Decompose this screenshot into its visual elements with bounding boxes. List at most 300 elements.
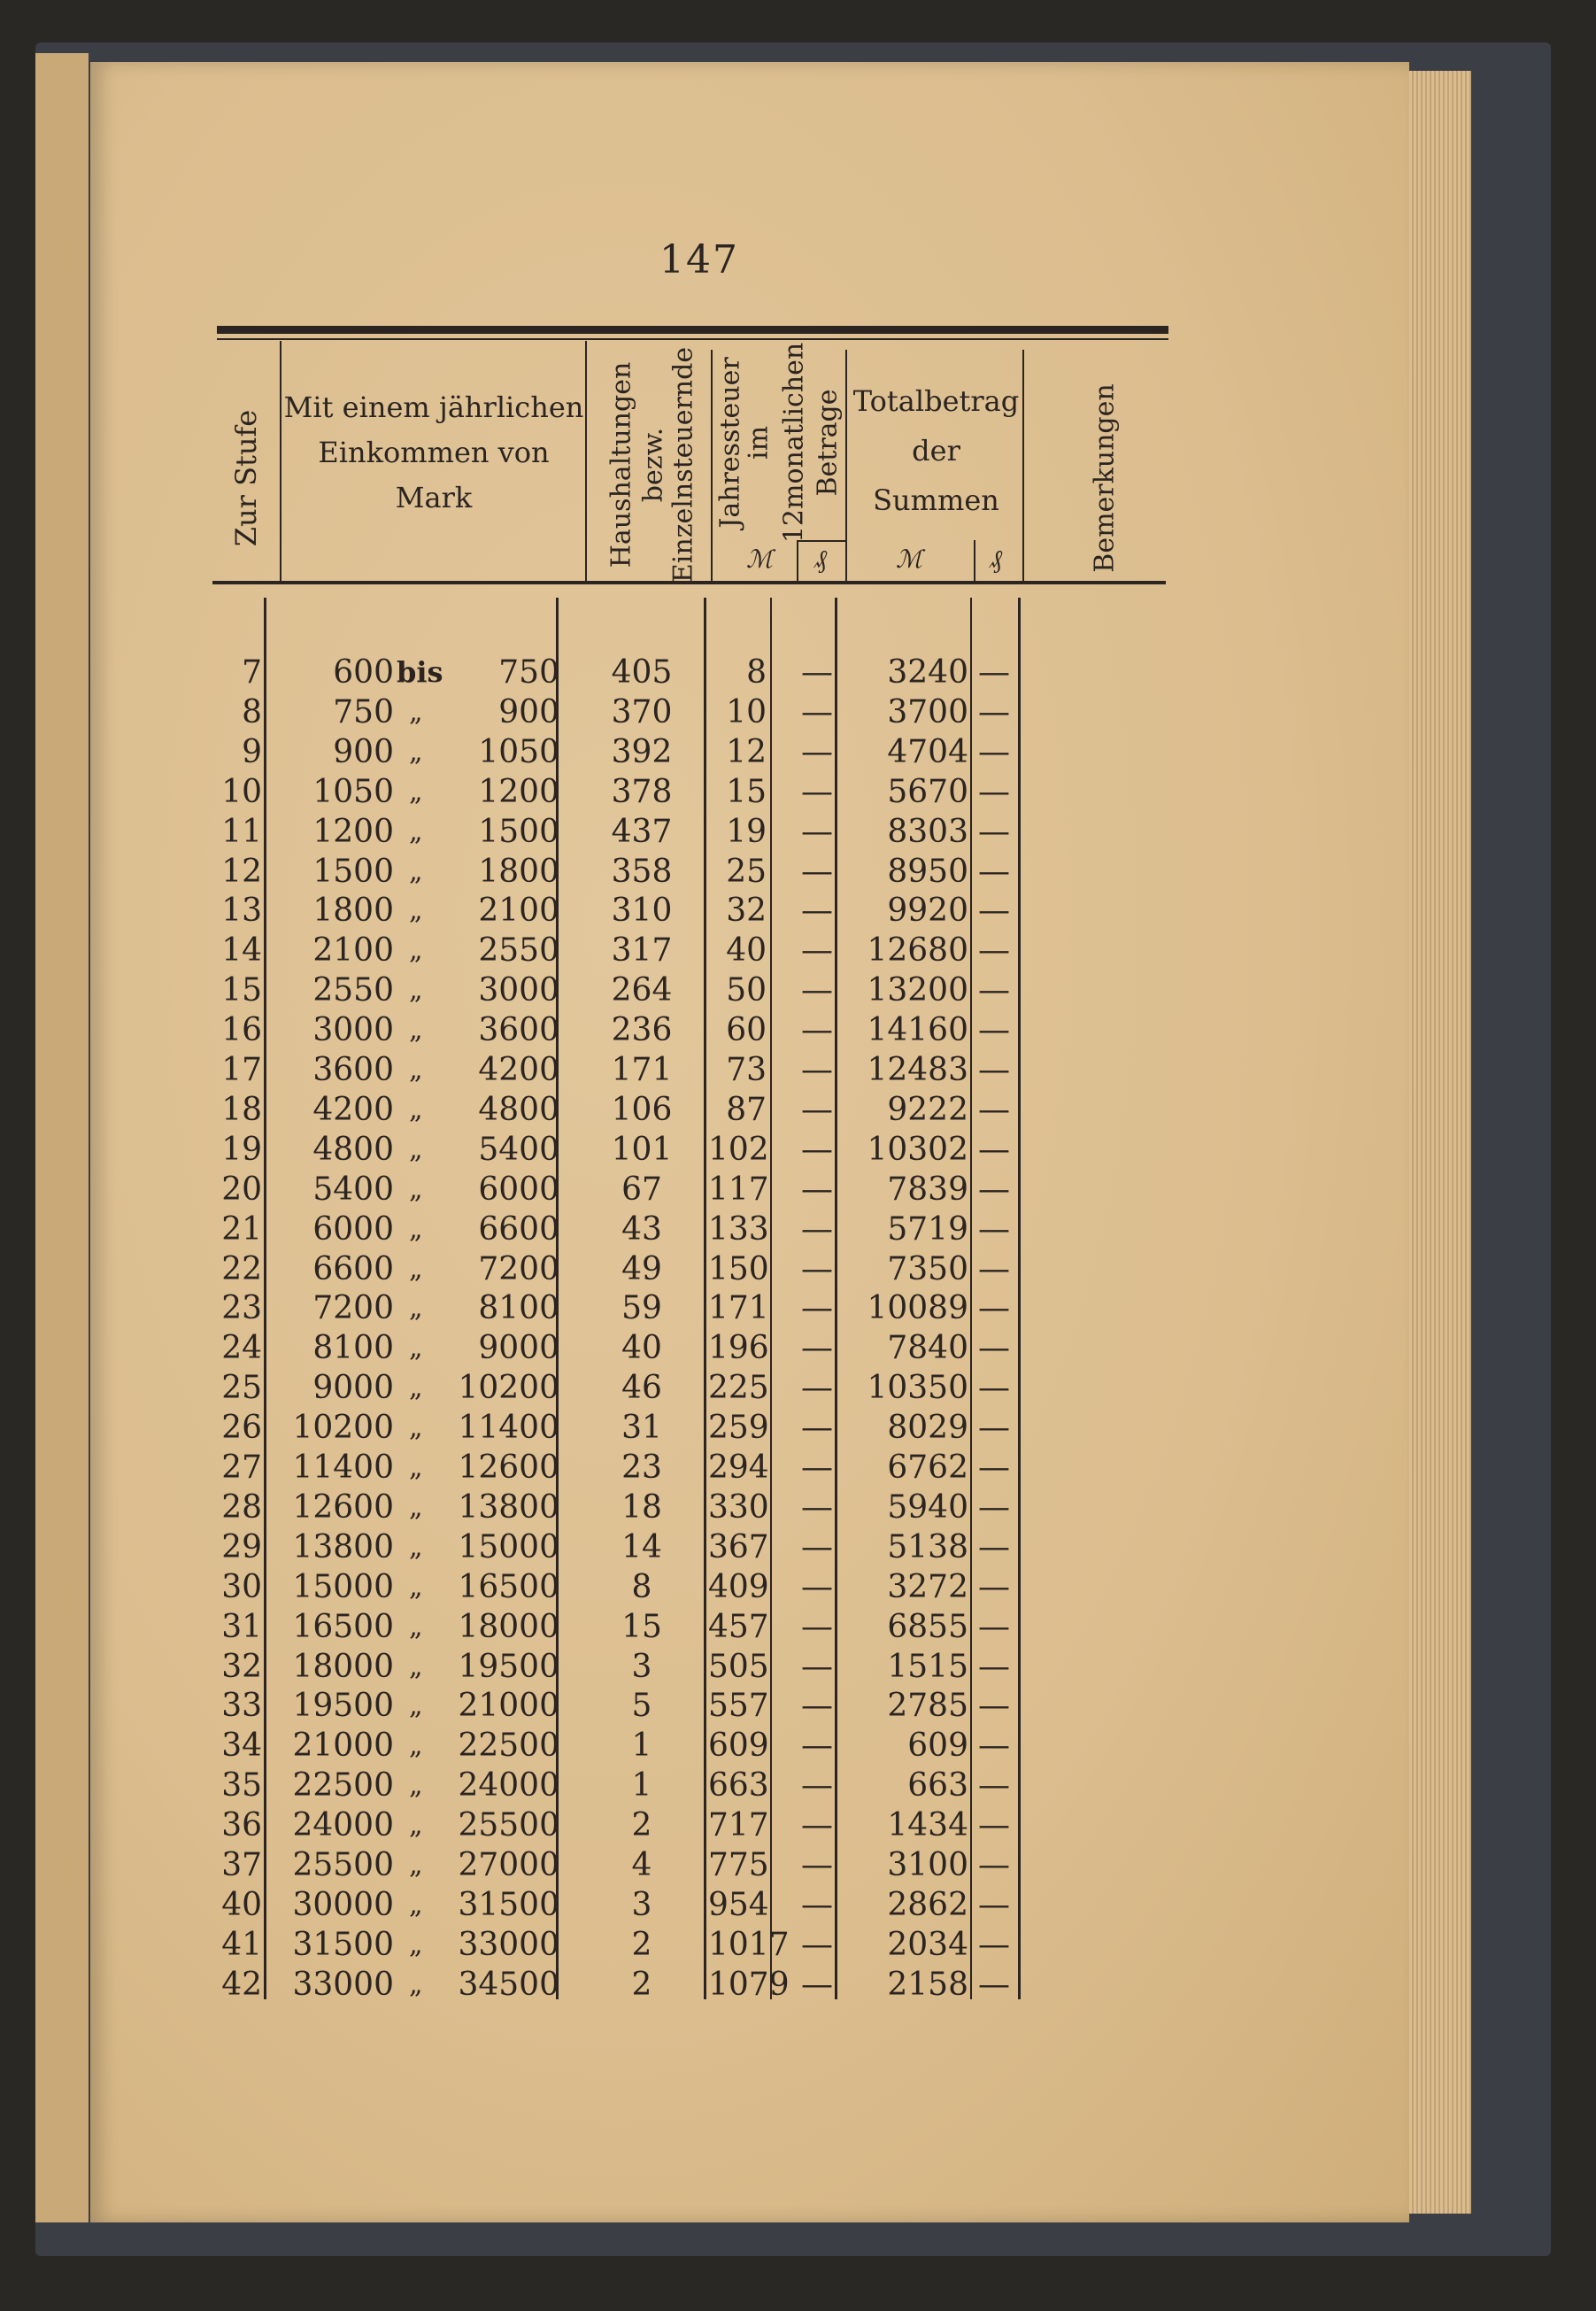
total-cell: 2158	[887, 1966, 968, 2003]
header-jahressteuer-2: im	[743, 425, 775, 460]
table-row	[0, 1686, 1596, 1726]
total-cell: 5138	[887, 1528, 968, 1565]
stufe-cell: 40	[221, 1886, 262, 1923]
income-to-cell: 22500	[458, 1727, 559, 1765]
range-separator: „	[409, 1531, 423, 1563]
annual-tax-cell: 10	[726, 693, 767, 730]
income-from-cell: 8100	[312, 1330, 394, 1367]
stufe-cell: 15	[221, 972, 262, 1009]
households-cell: 171	[611, 1052, 673, 1088]
table-row	[0, 653, 1596, 692]
annual-tax-cell: 609	[708, 1727, 769, 1765]
annual-tax-pf-cell: —	[801, 773, 833, 810]
total-cell: 10089	[867, 1290, 968, 1327]
table-row	[0, 692, 1596, 732]
total-cell: 1434	[887, 1807, 968, 1844]
stufe-cell: 23	[221, 1290, 262, 1327]
income-to-cell: 13800	[458, 1488, 559, 1526]
currency-mark-js: ℳ	[746, 545, 773, 574]
annual-tax-cell: 1079	[708, 1966, 790, 2003]
stufe-cell: 13	[221, 893, 262, 930]
total-pf-cell: —	[978, 1410, 1010, 1447]
table-row	[0, 1805, 1596, 1845]
range-separator: „	[409, 1253, 423, 1285]
households-cell: 405	[611, 654, 673, 691]
range-separator: „	[409, 736, 423, 768]
households-cell: 2	[631, 1926, 652, 1963]
table-row	[0, 1328, 1596, 1368]
annual-tax-cell: 409	[708, 1568, 769, 1605]
annual-tax-pf-cell: —	[801, 972, 833, 1009]
income-from-cell: 21000	[292, 1727, 394, 1765]
total-cell: 2034	[887, 1926, 968, 1963]
range-separator: „	[409, 1770, 423, 1802]
total-cell: 12680	[867, 932, 968, 970]
table-row	[0, 1050, 1596, 1090]
annual-tax-cell: 505	[708, 1648, 769, 1685]
income-to-cell: 24000	[458, 1767, 559, 1805]
income-from-cell: 30000	[292, 1886, 394, 1923]
total-pf-cell: —	[978, 733, 1010, 770]
annual-tax-pf-cell: —	[801, 1210, 833, 1248]
table-row	[0, 931, 1596, 970]
households-cell: 3	[631, 1648, 652, 1685]
annual-tax-cell: 50	[726, 972, 767, 1009]
currency-pf-tot: ₰	[990, 545, 1002, 574]
range-separator: „	[409, 1452, 423, 1483]
annual-tax-pf-cell: —	[801, 1330, 833, 1367]
page-number: 147	[659, 237, 739, 282]
annual-tax-pf-cell: —	[801, 733, 833, 770]
total-cell: 8950	[887, 853, 968, 890]
annual-tax-cell: 225	[708, 1370, 769, 1407]
total-cell: 663	[907, 1767, 968, 1805]
stufe-cell: 42	[221, 1966, 262, 2003]
income-from-cell: 2550	[312, 972, 394, 1009]
header-jahressteuer-1: Jahressteuer	[714, 357, 746, 529]
range-separator: „	[409, 1810, 423, 1842]
income-to-cell: 900	[498, 693, 559, 730]
hdr-div-4	[845, 350, 847, 582]
table-row	[0, 1010, 1596, 1050]
households-cell: 2	[631, 1807, 652, 1844]
income-from-cell: 750	[333, 693, 394, 730]
income-to-cell: 1200	[478, 773, 559, 810]
stufe-cell: 33	[221, 1688, 262, 1725]
income-to-cell: 15000	[458, 1528, 559, 1565]
annual-tax-cell: 775	[708, 1847, 769, 1883]
annual-tax-cell: 457	[708, 1608, 769, 1645]
income-to-cell: 18000	[458, 1608, 559, 1645]
income-from-cell: 9000	[312, 1370, 394, 1407]
table-row	[0, 1408, 1596, 1448]
range-separator: „	[409, 1611, 423, 1642]
income-from-cell: 4200	[312, 1091, 394, 1128]
total-cell: 6762	[887, 1449, 968, 1486]
income-to-cell: 3600	[478, 1012, 559, 1049]
table-row	[0, 1845, 1596, 1885]
annual-tax-pf-cell: —	[801, 1807, 833, 1844]
stufe-cell: 32	[221, 1648, 262, 1685]
households-cell: 3	[631, 1886, 652, 1923]
annual-tax-pf-cell: —	[801, 1727, 833, 1765]
total-cell: 7350	[887, 1250, 968, 1287]
range-separator: „	[409, 1213, 423, 1245]
range-separator: „	[409, 1293, 423, 1325]
stufe-cell: 17	[221, 1052, 262, 1088]
stufe-cell: 16	[221, 1012, 262, 1049]
table-row	[0, 732, 1596, 772]
stufe-cell: 35	[221, 1767, 262, 1805]
stufe-cell: 10	[221, 773, 262, 810]
income-from-cell: 600	[333, 654, 394, 691]
annual-tax-pf-cell: —	[801, 1410, 833, 1447]
table-row	[0, 1885, 1596, 1925]
total-pf-cell: —	[978, 1807, 1010, 1844]
income-from-cell: 22500	[292, 1767, 394, 1805]
top-rule-thick	[217, 326, 1168, 334]
annual-tax-pf-cell: —	[801, 1926, 833, 1963]
table-row	[0, 772, 1596, 812]
hdr-div-tot-sub	[974, 540, 975, 582]
households-cell: 310	[611, 893, 673, 930]
income-from-cell: 6000	[312, 1210, 394, 1248]
table-row	[0, 891, 1596, 931]
total-pf-cell: —	[978, 1528, 1010, 1565]
households-cell: 23	[621, 1449, 662, 1486]
table-row	[0, 1726, 1596, 1766]
range-separator: „	[409, 1173, 423, 1205]
annual-tax-cell: 32	[726, 893, 767, 930]
income-from-cell: 5400	[312, 1171, 394, 1208]
header-einkommen-line2: Einkommen von	[318, 436, 550, 470]
households-cell: 18	[621, 1488, 662, 1526]
header-totalbetrag	[850, 376, 1022, 525]
income-to-cell: 25500	[458, 1807, 559, 1844]
total-cell: 3272	[887, 1568, 968, 1605]
income-from-cell: 31500	[292, 1926, 394, 1963]
total-pf-cell: —	[978, 1608, 1010, 1645]
annual-tax-pf-cell: —	[801, 1648, 833, 1685]
annual-tax-pf-cell: —	[801, 1449, 833, 1486]
stufe-cell: 30	[221, 1568, 262, 1605]
income-to-cell: 1500	[478, 813, 559, 850]
income-from-cell: 3000	[312, 1012, 394, 1049]
income-to-cell: 1050	[478, 733, 559, 770]
annual-tax-cell: 102	[708, 1131, 769, 1168]
annual-tax-cell: 40	[726, 932, 767, 970]
header-jahressteuer-4: Betrage	[812, 389, 844, 497]
hdr-div-1	[280, 341, 281, 582]
income-from-cell: 16500	[292, 1608, 394, 1645]
table-row	[0, 1766, 1596, 1805]
households-cell: 43	[621, 1210, 662, 1248]
header-bemerkungen: Bemerkungen	[1089, 383, 1121, 573]
hdr-div-5	[1022, 350, 1024, 582]
range-separator: „	[409, 1015, 423, 1047]
range-separator: „	[409, 855, 423, 887]
stufe-cell: 28	[221, 1488, 262, 1526]
income-to-cell: 7200	[478, 1250, 559, 1287]
income-from-cell: 33000	[292, 1966, 394, 2003]
annual-tax-pf-cell: —	[801, 813, 833, 850]
table-row	[0, 1925, 1596, 1965]
total-cell: 8303	[887, 813, 968, 850]
income-from-cell: 11400	[292, 1449, 394, 1486]
annual-tax-pf-cell: —	[801, 654, 833, 691]
income-from-cell: 7200	[312, 1290, 394, 1327]
table-row	[0, 1488, 1596, 1527]
table-row	[0, 1448, 1596, 1488]
total-cell: 5670	[887, 773, 968, 810]
header-haushaltungen-2: bezw.	[637, 427, 669, 503]
income-to-cell: 12600	[458, 1449, 559, 1486]
income-from-cell: 24000	[292, 1807, 394, 1844]
annual-tax-cell: 954	[708, 1886, 769, 1923]
total-pf-cell: —	[978, 1688, 1010, 1725]
income-from-cell: 1800	[312, 893, 394, 930]
total-cell: 6855	[887, 1608, 968, 1645]
total-cell: 5719	[887, 1210, 968, 1248]
income-to-cell: 2550	[478, 932, 559, 970]
income-to-cell: 31500	[458, 1886, 559, 1923]
annual-tax-cell: 19	[726, 813, 767, 850]
total-pf-cell: —	[978, 1767, 1010, 1805]
total-pf-cell: —	[978, 693, 1010, 730]
annual-tax-pf-cell: —	[801, 1171, 833, 1208]
stufe-cell: 25	[221, 1370, 262, 1407]
header-totalbetrag-line2: der	[912, 434, 960, 468]
range-separator: „	[409, 935, 423, 967]
total-cell: 3100	[887, 1847, 968, 1883]
income-from-cell: 15000	[292, 1568, 394, 1605]
annual-tax-cell: 25	[726, 853, 767, 890]
stufe-cell: 12	[221, 853, 262, 890]
table-row	[0, 1170, 1596, 1210]
households-cell: 8	[631, 1568, 652, 1605]
annual-tax-pf-cell: —	[801, 1052, 833, 1088]
annual-tax-pf-cell: —	[801, 1528, 833, 1565]
stufe-cell: 21	[221, 1210, 262, 1248]
annual-tax-pf-cell: —	[801, 932, 833, 970]
header-totalbetrag-line1: Totalbetrag	[852, 384, 1020, 418]
annual-tax-pf-cell: —	[801, 1488, 833, 1526]
annual-tax-cell: 117	[708, 1171, 769, 1208]
table-row	[0, 1130, 1596, 1170]
income-from-cell: 12600	[292, 1488, 394, 1526]
households-cell: 67	[621, 1171, 662, 1208]
income-from-cell: 10200	[292, 1410, 394, 1447]
income-from-cell: 900	[333, 733, 394, 770]
total-cell: 609	[907, 1727, 968, 1765]
annual-tax-cell: 12	[726, 733, 767, 770]
total-pf-cell: —	[978, 1131, 1010, 1168]
stufe-cell: 7	[242, 654, 262, 691]
total-cell: 10350	[867, 1370, 968, 1407]
income-to-cell: 21000	[458, 1688, 559, 1725]
households-cell: 59	[621, 1290, 662, 1327]
income-from-cell: 4800	[312, 1131, 394, 1168]
header-haushaltungen-1: Haushaltungen	[605, 361, 637, 568]
hdr-div-2	[585, 341, 587, 582]
range-separator: bis	[397, 655, 443, 689]
households-cell: 4	[631, 1847, 652, 1883]
income-from-cell: 1200	[312, 813, 394, 850]
income-to-cell: 9000	[478, 1330, 559, 1367]
range-separator: „	[409, 1055, 423, 1086]
table-row	[0, 1527, 1596, 1567]
annual-tax-cell: 717	[708, 1807, 769, 1844]
total-cell: 7840	[887, 1330, 968, 1367]
annual-tax-pf-cell: —	[801, 1886, 833, 1923]
annual-tax-cell: 330	[708, 1488, 769, 1526]
annual-tax-cell: 150	[708, 1250, 769, 1287]
total-pf-cell: —	[978, 932, 1010, 970]
range-separator: „	[409, 1372, 423, 1404]
income-to-cell: 4800	[478, 1091, 559, 1128]
range-separator: „	[409, 1412, 423, 1444]
households-cell: 15	[621, 1608, 662, 1645]
income-to-cell: 33000	[458, 1926, 559, 1963]
annual-tax-pf-cell: —	[801, 1847, 833, 1883]
income-to-cell: 2100	[478, 893, 559, 930]
table-row	[0, 1607, 1596, 1647]
total-pf-cell: —	[978, 1052, 1010, 1088]
range-separator: „	[409, 1333, 423, 1364]
income-to-cell: 27000	[458, 1847, 559, 1883]
total-pf-cell: —	[978, 1847, 1010, 1883]
households-cell: 2	[631, 1966, 652, 2003]
total-pf-cell: —	[978, 1210, 1010, 1248]
households-cell: 358	[611, 853, 673, 890]
total-pf-cell: —	[978, 1250, 1010, 1287]
table-row	[0, 1249, 1596, 1289]
income-from-cell: 2100	[312, 932, 394, 970]
total-pf-cell: —	[978, 1488, 1010, 1526]
households-cell: 370	[611, 693, 673, 730]
range-separator: „	[409, 1850, 423, 1881]
table-row	[0, 1368, 1596, 1408]
stufe-cell: 20	[221, 1171, 262, 1208]
annual-tax-cell: 663	[708, 1767, 769, 1805]
households-cell: 317	[611, 932, 673, 970]
total-pf-cell: —	[978, 813, 1010, 850]
annual-tax-cell: 73	[726, 1052, 767, 1088]
total-cell: 9920	[887, 893, 968, 930]
total-cell: 13200	[867, 972, 968, 1009]
total-cell: 4704	[887, 733, 968, 770]
total-cell: 8029	[887, 1410, 968, 1447]
range-separator: „	[409, 696, 423, 728]
total-pf-cell: —	[978, 1648, 1010, 1685]
stufe-cell: 34	[221, 1727, 262, 1765]
income-from-cell: 19500	[292, 1688, 394, 1725]
range-separator: „	[409, 1094, 423, 1125]
households-cell: 437	[611, 813, 673, 850]
range-separator: „	[409, 1928, 423, 1960]
total-cell: 9222	[887, 1091, 968, 1128]
households-cell: 378	[611, 773, 673, 810]
total-pf-cell: —	[978, 1926, 1010, 1963]
stufe-cell: 27	[221, 1449, 262, 1486]
income-to-cell: 16500	[458, 1568, 559, 1605]
income-from-cell: 18000	[292, 1648, 394, 1685]
table-row	[0, 1210, 1596, 1249]
annual-tax-cell: 1017	[708, 1926, 790, 1963]
table-row	[0, 1090, 1596, 1130]
stufe-cell: 36	[221, 1807, 262, 1844]
income-to-cell: 11400	[458, 1410, 559, 1447]
table-row	[0, 1965, 1596, 2005]
currency-mark-tot: ℳ	[896, 545, 922, 574]
annual-tax-pf-cell: —	[801, 1568, 833, 1605]
range-separator: „	[409, 815, 423, 847]
total-pf-cell: —	[978, 654, 1010, 691]
annual-tax-pf-cell: —	[801, 1012, 833, 1049]
stufe-cell: 9	[242, 733, 262, 770]
income-to-cell: 10200	[458, 1370, 559, 1407]
annual-tax-cell: 133	[708, 1210, 769, 1248]
header-einkommen-line3: Mark	[395, 481, 473, 515]
annual-tax-pf-cell: —	[801, 893, 833, 930]
total-pf-cell: —	[978, 893, 1010, 930]
range-separator: „	[409, 1133, 423, 1165]
stufe-cell: 31	[221, 1608, 262, 1645]
income-from-cell: 1500	[312, 853, 394, 890]
households-cell: 1	[631, 1767, 652, 1805]
header-jahressteuer-3: 12monatlichen	[778, 342, 810, 544]
total-cell: 10302	[867, 1131, 968, 1168]
income-to-cell: 19500	[458, 1648, 559, 1685]
income-to-cell: 8100	[478, 1290, 559, 1327]
total-cell: 2785	[887, 1688, 968, 1725]
annual-tax-cell: 196	[708, 1330, 769, 1367]
households-cell: 5	[631, 1688, 652, 1725]
stufe-cell: 41	[221, 1926, 262, 1963]
income-to-cell: 3000	[478, 972, 559, 1009]
households-cell: 101	[611, 1131, 673, 1168]
header-einkommen	[283, 385, 584, 522]
header-einkommen-line1: Mit einem jährlichen	[283, 390, 584, 424]
income-to-cell: 5400	[478, 1131, 559, 1168]
annual-tax-cell: 171	[708, 1290, 769, 1327]
income-to-cell: 34500	[458, 1966, 559, 2003]
total-pf-cell: —	[978, 1171, 1010, 1208]
total-cell: 1515	[887, 1648, 968, 1685]
total-pf-cell: —	[978, 1886, 1010, 1923]
total-cell: 5940	[887, 1488, 968, 1526]
header-totalbetrag-line3: Summen	[873, 483, 999, 517]
income-to-cell: 6000	[478, 1171, 559, 1208]
total-pf-cell: —	[978, 972, 1010, 1009]
stufe-cell: 26	[221, 1410, 262, 1447]
range-separator: „	[409, 1491, 423, 1523]
income-from-cell: 1050	[312, 773, 394, 810]
range-separator: „	[409, 1889, 423, 1921]
total-pf-cell: —	[978, 773, 1010, 810]
income-from-cell: 13800	[292, 1528, 394, 1565]
households-cell: 31	[621, 1410, 662, 1447]
annual-tax-pf-cell: —	[801, 853, 833, 890]
range-separator: „	[409, 1650, 423, 1682]
income-to-cell: 1800	[478, 853, 559, 890]
income-to-cell: 750	[498, 654, 559, 691]
annual-tax-pf-cell: —	[801, 1688, 833, 1725]
table-row	[0, 1288, 1596, 1328]
households-cell: 392	[611, 733, 673, 770]
stufe-cell: 18	[221, 1091, 262, 1128]
hdr-div-3	[711, 350, 713, 582]
